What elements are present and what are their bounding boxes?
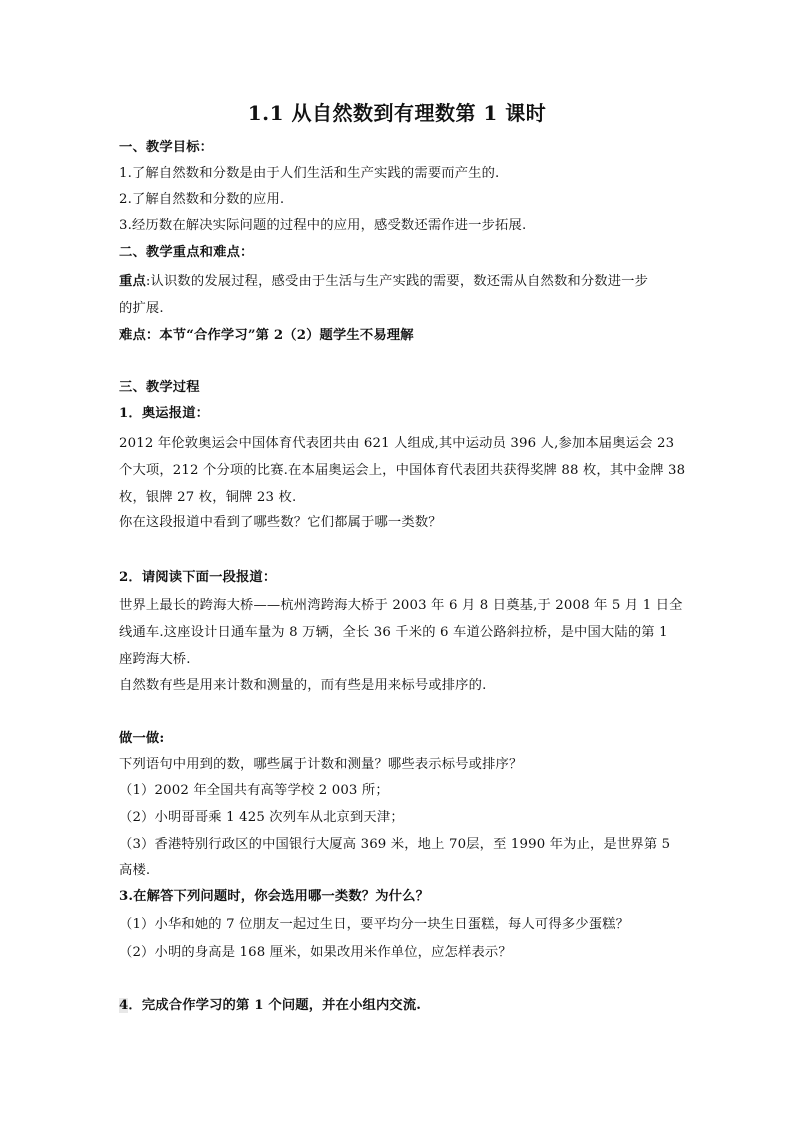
difficulty-line: 难点：本节“合作学习”第 2（2）题学生不易理解 bbox=[119, 328, 414, 343]
section4-number: 4 bbox=[119, 998, 129, 1013]
section4-text: ．完成合作学习的第 1 个问题，并在小组内交流. bbox=[128, 998, 422, 1013]
process-heading: 三、教学过程 bbox=[119, 380, 200, 395]
focus-line-continued: 的扩展. bbox=[119, 301, 164, 316]
key-heading: 二、教学重点和难点： bbox=[119, 245, 254, 260]
goals-heading: 一、教学目标： bbox=[119, 140, 214, 155]
try-heading: 做一做: bbox=[119, 731, 165, 746]
section2-line: 线通车.这座设计日通车量为 8 万辆，全长 36 千米的 6 车道公路斜拉桥，是中国大陆的第 1 bbox=[119, 625, 668, 640]
section1-heading: 1．奥运报道： bbox=[119, 406, 210, 421]
try-item: （1）2002 年全国共有高等学校 2 003 所； bbox=[119, 783, 389, 798]
section1-line: 个大项，212 个分项的比赛.在本届奥运会上，中国体育代表团共获得奖牌 88 枚，其中金牌 38 bbox=[119, 463, 686, 478]
section4-line bbox=[119, 997, 689, 1015]
try-item: （3）香港特别行政区的中国银行大厦高 369 米，地上 70层，至 1990 年为止，是世界第 5 bbox=[119, 837, 671, 852]
section3-item: （2）小明的身高是 168 厘米，如果改用米作单位，应怎样表示？ bbox=[119, 945, 512, 960]
section2-note: 自然数有些是用来计数和测量的，而有些是用来标号或排序的. bbox=[119, 678, 487, 693]
try-item-continued: 高楼. bbox=[119, 863, 151, 878]
goal-item: 3.经历数在解决实际问题的过程中的应用，感受数还需作进一步拓展. bbox=[119, 218, 527, 233]
section2-line: 座跨海大桥. bbox=[119, 652, 191, 667]
focus-label: 重点 bbox=[119, 274, 146, 289]
section2-line: 世界上最长的跨海大桥——杭州湾跨海大桥于 2003 年 6 月 8 日奠基,于 2008 年 5 月 1 日全 bbox=[119, 598, 683, 613]
goal-item: 1.了解自然数和分数是由于人们生活和生产实践的需要而产生的. bbox=[119, 166, 500, 181]
try-question: 下列语句中用到的数，哪些属于计数和测量？哪些表示标号或排序？ bbox=[119, 757, 523, 772]
section3-heading: 3.在解答下列问题时，你会选用哪一类数？为什么？ bbox=[119, 889, 430, 904]
section1-question: 你在这段报道中看到了哪些数？它们都属于哪一类数？ bbox=[119, 515, 442, 530]
focus-text: :认识数的发展过程，感受由于生活与生产实践的需要，数还需从自然数和分数进一步 bbox=[145, 274, 649, 289]
try-item: （2）小明哥哥乘 1 425 次列车从北京到天津； bbox=[119, 810, 404, 825]
section1-line: 枚，银牌 27 枚，铜牌 23 枚. bbox=[119, 490, 297, 505]
section3-item: （1）小华和她的 7 位朋友一起过生日，要平均分一块生日蛋糕，每人可得多少蛋糕？ bbox=[119, 917, 630, 932]
goal-item: 2.了解自然数和分数的应用. bbox=[119, 192, 285, 207]
section1-line: 2012 年伦敦奥运会中国体育代表团共由 621 人组成,其中运动员 396 人,参加本届奥运会 23 bbox=[119, 436, 675, 451]
page-title: 1.1 从自然数到有理数第 1 课时 bbox=[247, 101, 547, 125]
focus-line bbox=[119, 273, 689, 291]
section2-heading: 2．请阅读下面一段报道： bbox=[119, 570, 277, 585]
